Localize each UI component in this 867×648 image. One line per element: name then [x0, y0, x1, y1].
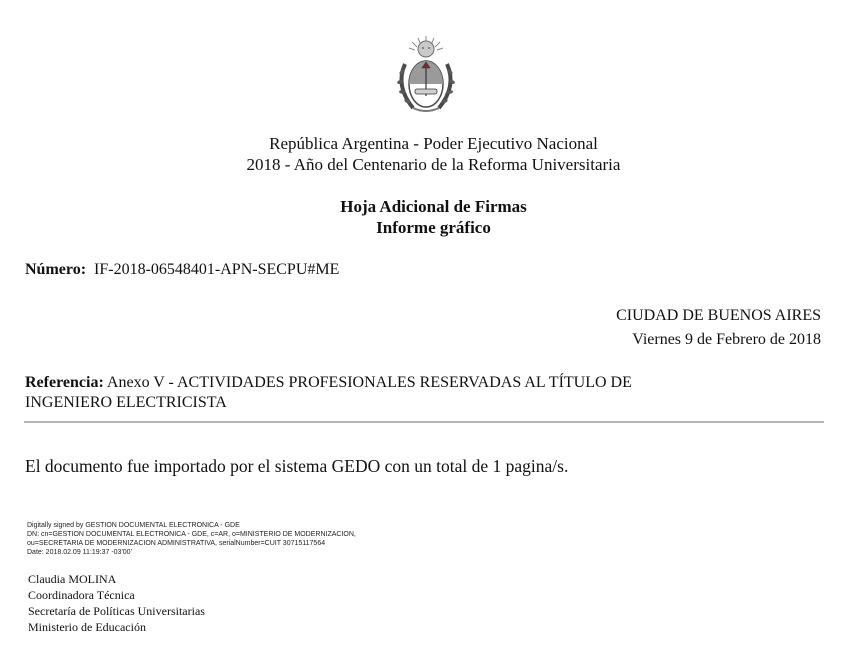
- date: Viernes 9 de Febrero de 2018: [632, 331, 821, 348]
- signer-ministry: Ministerio de Educación: [28, 620, 146, 634]
- signer-role: Coordinadora Técnica: [28, 588, 135, 602]
- signer-name: Claudia MOLINA: [28, 572, 117, 586]
- numero-label: Número:: [25, 261, 87, 278]
- signature-line-2: DN: cn=GESTION DOCUMENTAL ELECTRONICA - GDE, c=AR, o=MINISTERIO DE MODERNIZACION,: [27, 531, 356, 538]
- referencia-value-line-1: Anexo V - ACTIVIDADES PROFESIONALES RESERVADAS AL TÍTULO DE: [106, 374, 632, 391]
- digital-signature-block: [27, 521, 356, 557]
- document-subtitle: Informe gráfico: [376, 218, 491, 237]
- document-title: Hoja Adicional de Firmas: [340, 197, 527, 216]
- numero-value: IF-2018-06548401-APN-SECPU#ME: [94, 261, 340, 278]
- header-line-1: República Argentina - Poder Ejecutivo Nacional: [269, 134, 598, 153]
- signer-office: Secretaría de Políticas Universitarias: [28, 604, 205, 618]
- signature-line-1: Digitally signed by GESTION DOCUMENTAL ELECTRONICA - GDE: [27, 522, 240, 529]
- city: CIUDAD DE BUENOS AIRES: [616, 307, 821, 324]
- body-text: El documento fue importado por el sistema GEDO con un total de 1 pagina/s.: [25, 456, 569, 476]
- referencia-value-line-2: INGENIERO ELECTRICISTA: [25, 394, 227, 411]
- numero-row: [25, 260, 339, 280]
- referencia-block: [25, 373, 632, 413]
- header-line-2: 2018 - Año del Centenario de la Reforma Universitaria: [246, 155, 621, 174]
- coat-of-arms-icon: [391, 34, 461, 116]
- divider: [24, 421, 824, 423]
- signer-block: [28, 571, 205, 635]
- signature-line-4: Date: 2018.02.09 11:19:37 -03'00': [27, 549, 132, 556]
- referencia-label: Referencia:: [25, 374, 104, 391]
- signature-line-3: ou=SECRETARIA DE MODERNIZACION ADMINISTRATIVA, serialNumber=CUIT 30715117564: [27, 540, 326, 547]
